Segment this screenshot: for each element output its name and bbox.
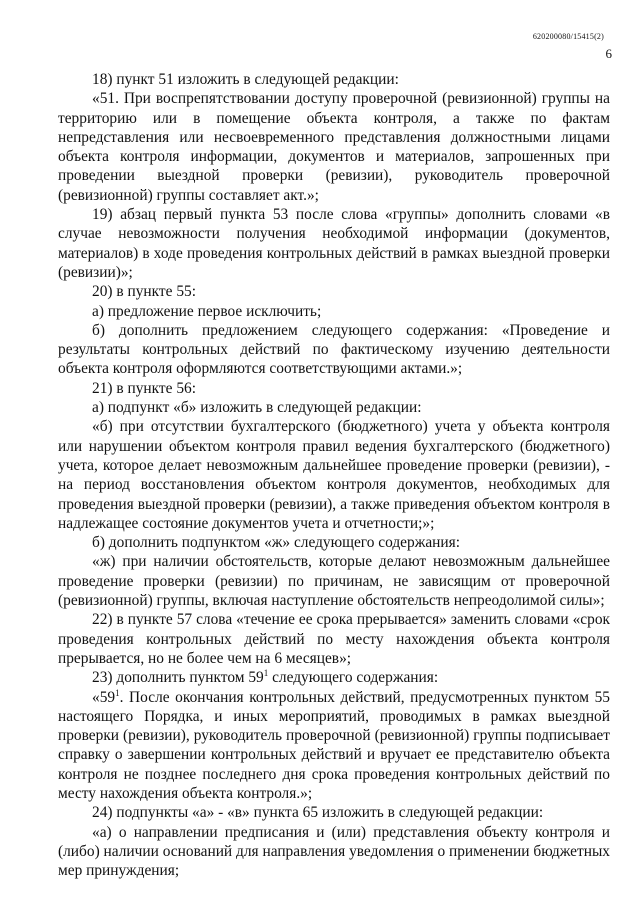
- paragraph: «ж) при наличии обстоятельств, которые делают невозможным дальнейшее проведение проверки (ревизии) по причинам, не зависящим от проверочной (ревизионной) группы, включая наступление обстоятельств непреодолимой силы»;: [58, 553, 610, 610]
- paragraph: 19) абзац первый пункта 53 после слова «группы» дополнить словами «в случае невозможности получения необходимой информации (документов, материалов) в ходе проведения контрольных действий в рамках выездной проверки (ревизии)»;: [58, 206, 610, 281]
- paragraph: 21) в пункте 56:: [92, 379, 196, 397]
- paragraph: б) дополнить подпунктом «ж» следующего содержания:: [92, 534, 460, 552]
- paragraph: 22) в пункте 57 слова «течение ее срока прерывается» заменить словами «срок проведения контрольных действий по месту нахождения объекта контроля прерывается, но не более чем на 6 месяцев»;: [58, 611, 610, 667]
- paragraph: а) подпункт «б» изложить в следующей редакции:: [92, 399, 422, 417]
- paragraph: 24) подпункты «а» - «в» пункта 65 изложить в следующей редакции:: [92, 804, 544, 822]
- paragraph: 23) дополнить пунктом $59^1$ следующего содержания:: [92, 668, 439, 687]
- paragraph: «51. При воспрепятствовании доступу проверочной (ревизионной) группы на территорию или в помещение объекта контроля, а также по фактам непредставления или несвоевременного представления должностными лицами объекта контроля информации, документов и материалов, запрошенных при проведении выездной проверки (ревизии), руководитель проверочной (ревизионной) группы составляет акт.»;: [58, 90, 610, 204]
- page-number: 6: [605, 46, 612, 61]
- document-code: 620200080/15415(2): [532, 32, 604, 41]
- paragraph: 18) пункт 51 изложить в следующей редакции:: [92, 71, 399, 88]
- paragraph: б) дополнить предложением следующего содержания: «Проведение и результаты контрольных действий по фактическому изучению деятельности объекта контроля оформляются соответствующими актами.»;: [58, 321, 610, 378]
- paragraph: 20) в пункте 55:: [92, 283, 196, 301]
- superscript: 1: [115, 687, 120, 698]
- paragraph: «а) о направлении предписания и (или) представления объекту контроля и (либо) наличии оснований для направления уведомления о применении бюджетных мер принуждения;: [58, 823, 610, 880]
- paragraph: а) предложение первое исключить;: [92, 302, 322, 320]
- paragraph: «$59^1$. После окончания контрольных действий, предусмотренных пунктом 55 настоящего Порядка, и иных мероприятий, проводимых в рамках выездной проверки (ревизии), руководитель проверочной (ревизионной) группы подписывает справку о завершении контрольных действий и вручает ее представителю объекта контроля не позднее последнего дня срока проведения контрольных действий по месту нахождения объекта контроля.»;: [58, 687, 610, 802]
- paragraph: «б) при отсутствии бухгалтерского (бюджетного) учета у объекта контроля или нарушении объектом контроля правил ведения бухгалтерского (бюджетного) учета, которое делает невозможным дальнейшее проведение проверки (ревизии), - на период восстановления объектом контроля документов, необходимых для проведения выездной проверки (ревизии), а также приведения объектом контроля в надлежащее состояние документов учета и отчетности;»;: [58, 418, 610, 532]
- superscript: 1: [263, 668, 269, 679]
- document-body: [58, 70, 610, 880]
